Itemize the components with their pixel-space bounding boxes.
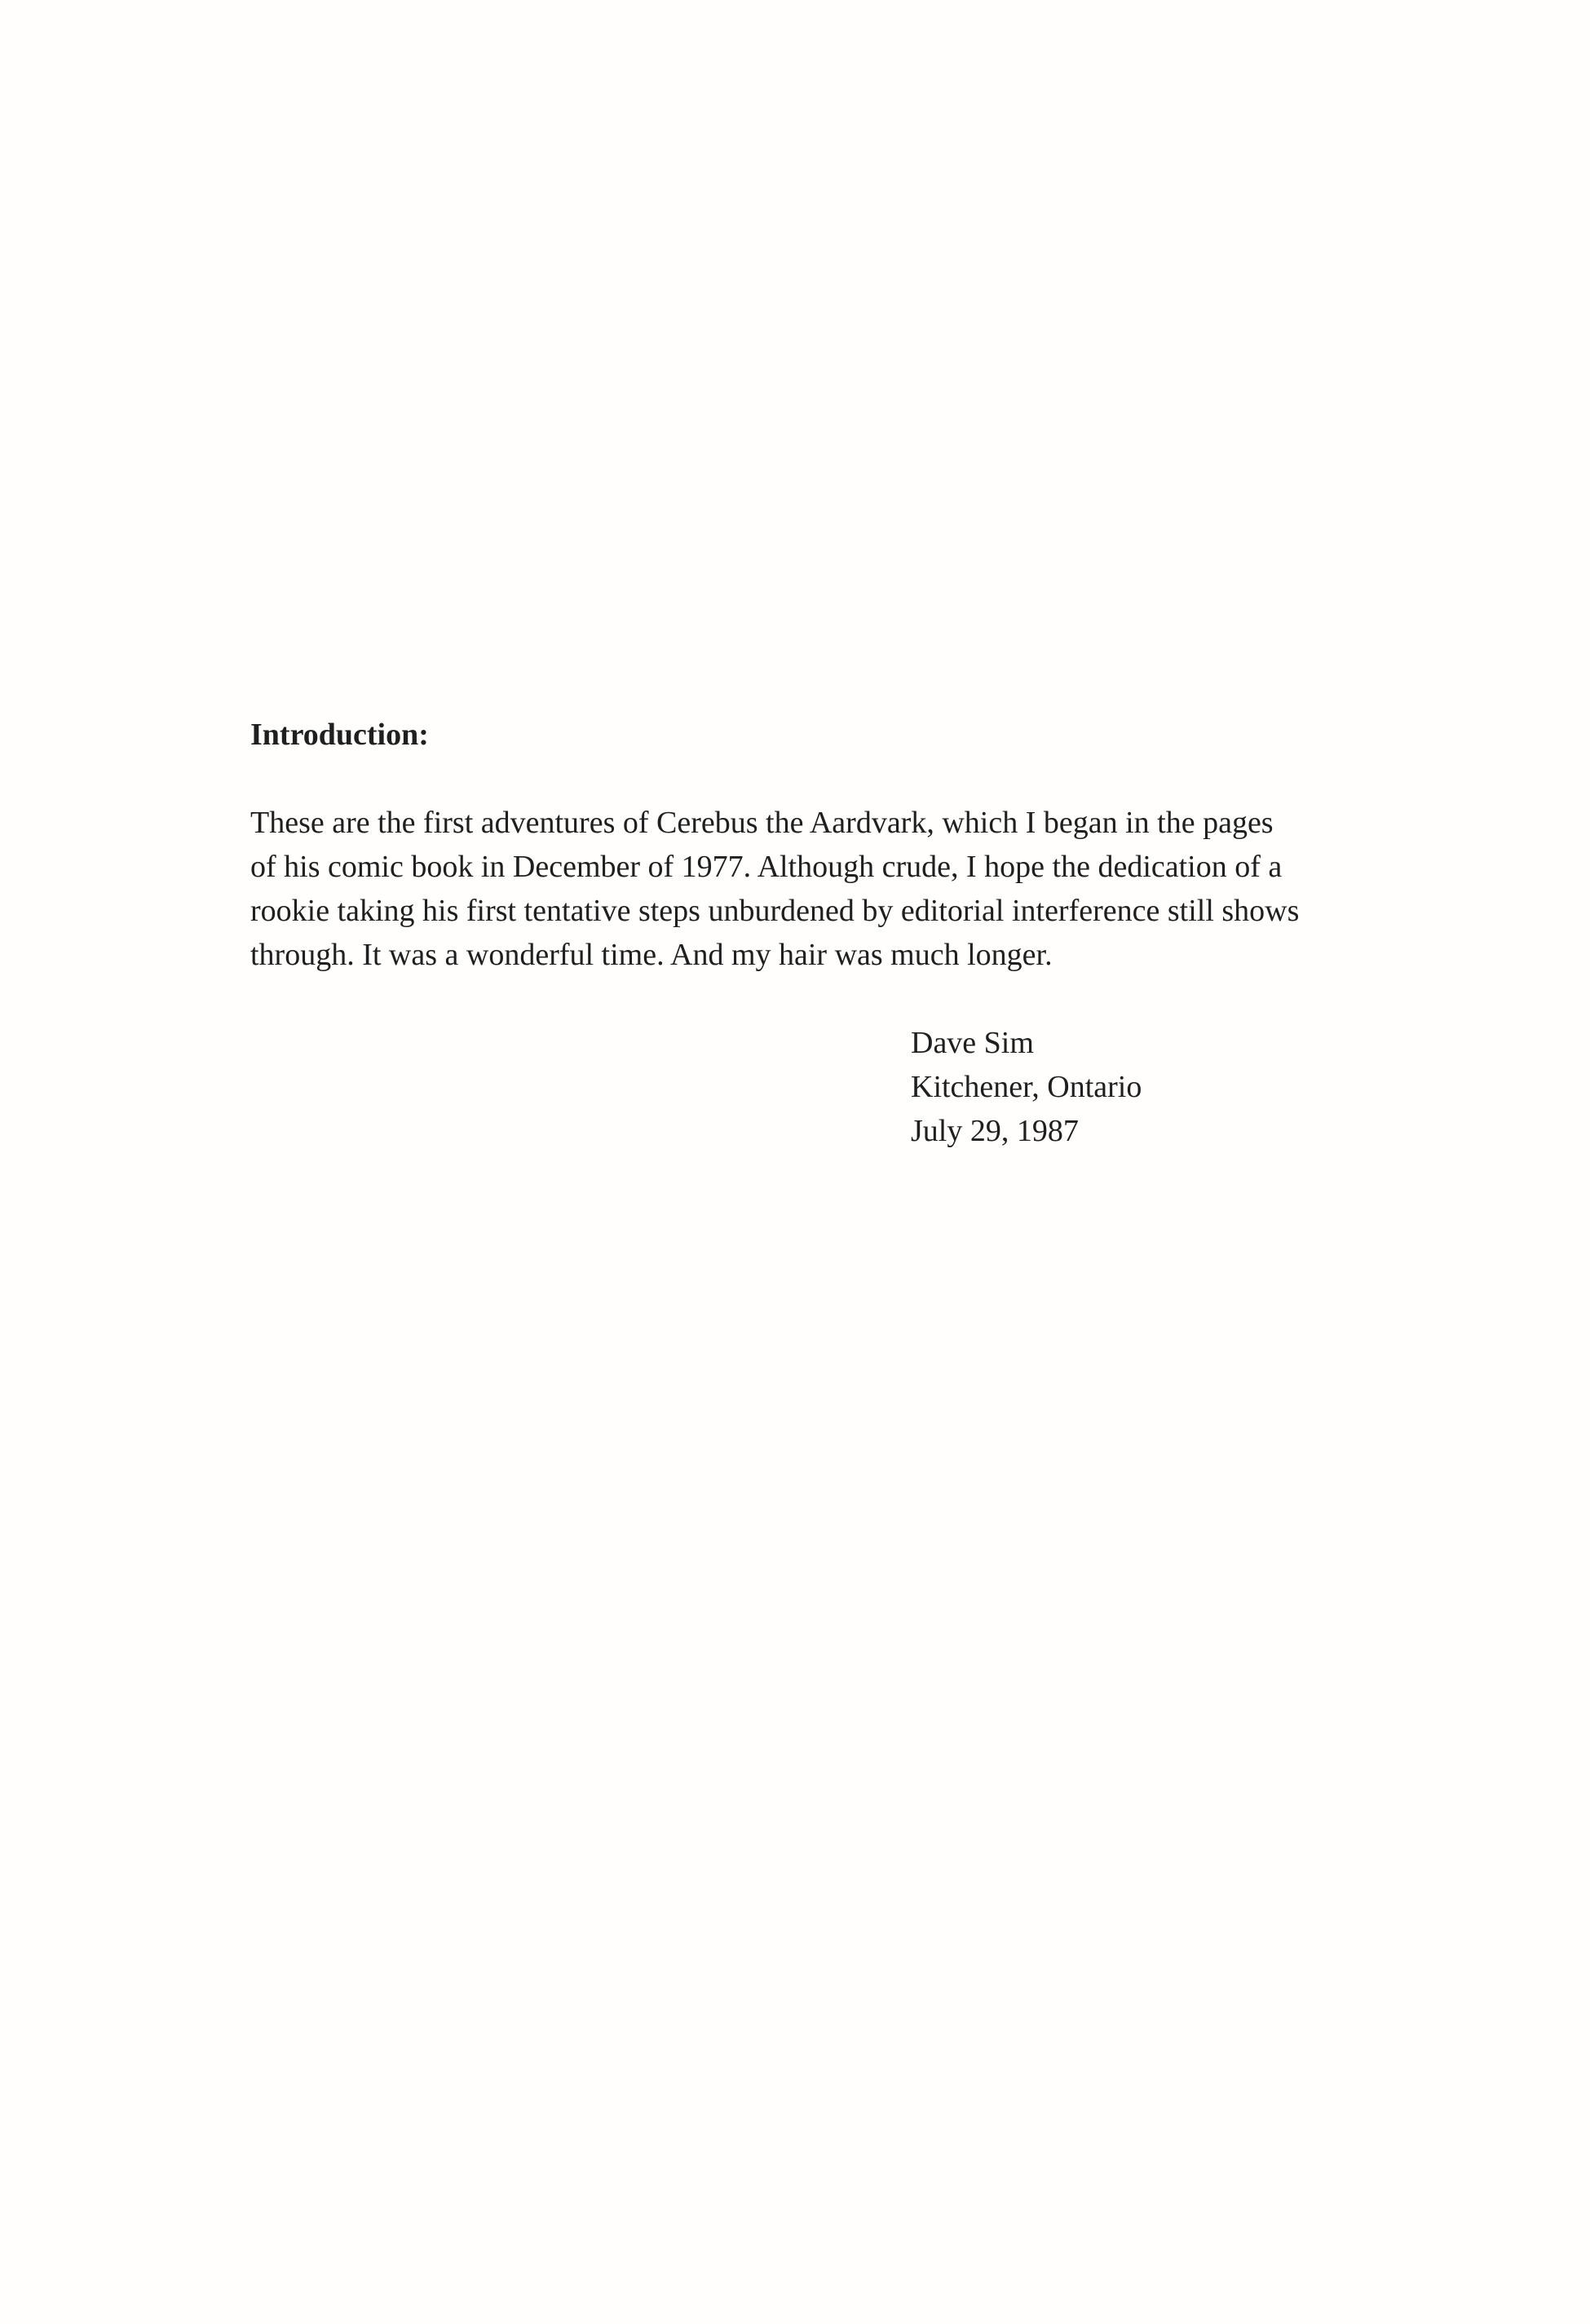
signature-name: Dave Sim	[911, 1026, 1034, 1060]
paragraph-line: of his comic book in December of 1977. Although crude, I hope the dedication of a	[250, 850, 1283, 884]
introduction-heading: Introduction:	[250, 718, 429, 752]
paragraph-line: These are the first adventures of Cerebus the Aardvark, which I began in the pages	[250, 806, 1274, 840]
paragraph-line: through. It was a wonderful time. And my hair was much longer.	[250, 938, 1053, 972]
introduction-paragraph	[250, 801, 1392, 977]
paragraph-line: rookie taking his first tentative steps unburdened by editorial interference still shows	[250, 894, 1300, 928]
signature-block	[911, 1021, 1142, 1153]
signature-date: July 29, 1987	[911, 1114, 1079, 1148]
signature-location: Kitchener, Ontario	[911, 1070, 1142, 1104]
